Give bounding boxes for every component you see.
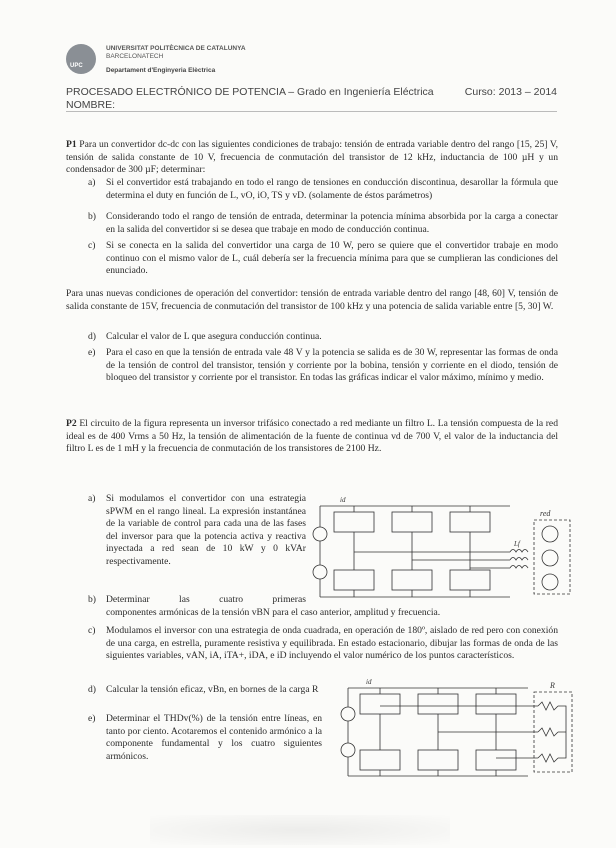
p1-item-b bbox=[88, 211, 558, 236]
switch2-tb-minus bbox=[418, 750, 458, 770]
dc-current-label-2: id bbox=[366, 678, 372, 686]
p2-number: P2 bbox=[66, 418, 77, 429]
switch2-ta-minus bbox=[360, 750, 400, 770]
dc-current-label: id bbox=[340, 496, 346, 504]
name-label: NOMBRE: bbox=[66, 99, 116, 111]
grid-label: red bbox=[540, 509, 551, 518]
dc-bus-lines bbox=[320, 506, 510, 597]
p1-a-text: Si el convertidor está trabajando en todo el rango de tensiones en conducción discontinua, desarollar la fórmula que determina el duty en función de L, vO, iO, TS y vD. (solamente de éstos parámetros) bbox=[106, 177, 558, 201]
p2-item-b bbox=[88, 594, 306, 607]
inverter-grid-circuit bbox=[310, 492, 580, 607]
p2-b-text1: Determinar las cuatro primeras bbox=[106, 594, 306, 605]
load-label: R bbox=[550, 681, 555, 690]
grid-box bbox=[534, 520, 570, 594]
p2-item-a bbox=[88, 493, 306, 569]
p1-d-text: Calcular el valor de L que asegura conducción continua. bbox=[106, 331, 322, 342]
p1-b-text: Considerando todo el rango de tensión de entrada, determinar la potencia mínima absorbida por la carga a conectar en la salida del convertidor si se desea que trabaje en modo de conducción continua. bbox=[106, 211, 558, 235]
p1-item-a bbox=[88, 177, 558, 202]
switch2-ta-plus bbox=[360, 694, 400, 714]
upc-logo bbox=[66, 44, 96, 74]
p1-c-label: c) bbox=[88, 240, 96, 251]
p2-c-text: Modulamos el inversor con una estrategia de onda cuadrada, en operación de 180º, aislado de red pero con conexión de una carga, en estrella, puramente resistiva y equilibrada. En estado estacionario, dibujar las formas de onda de las siguientes variables, vAN, iA, iTA+, iDA, e iD incluyendo el valor numérico de los puntos característicos. bbox=[106, 625, 558, 662]
p2-c-label: c) bbox=[88, 625, 96, 636]
course-header bbox=[66, 86, 557, 112]
p2-intro bbox=[66, 418, 558, 456]
p1-d-label: d) bbox=[88, 331, 96, 342]
switch-ta-minus bbox=[334, 570, 374, 590]
inverter-resistive-circuit bbox=[338, 676, 578, 786]
header-divider bbox=[66, 111, 557, 112]
upc-logo-text: UPC bbox=[70, 63, 83, 69]
course-title: PROCESADO ELECTRÓNICO DE POTENCIA – Grado en Ingeniería Eléctrica bbox=[66, 86, 434, 98]
p1-intro bbox=[66, 139, 558, 177]
p2-e-text: Determinar el THDv(%) de la tensión entre líneas, en tanto por ciento. Acotaremos el contenido armónico a la componente fundamental y los cuatro siguientes armónicos. bbox=[106, 713, 322, 762]
p2-item-c bbox=[88, 625, 558, 663]
p2-e-label: e) bbox=[88, 713, 96, 724]
grid-source-c bbox=[542, 574, 558, 590]
dc-source-upper-2 bbox=[341, 707, 355, 721]
p2-a-text: Si modulamos el convertidor con una estrategia sPWM en el rango lineal. La expresión instantánea de la variable de control para cada una de las fases del inversor para que la potencia activa y reactiva inyectada a red sean de 10 kW y 0 kVAr respectivamente. bbox=[106, 493, 306, 567]
p2-item-e bbox=[88, 713, 322, 763]
p1-b-label: b) bbox=[88, 211, 96, 222]
p1-item-d bbox=[88, 331, 558, 344]
p1-intro-text: Para un convertidor dc-dc con las siguientes condiciones de trabajo: tensión de entrada variable dentro del rango [15, 25] V, tensión de salida constante de 10 V, frecuencia de conmutación del transistor de 12 kHz, inductancia de 100 µH y un condensador de 300 µF; determinar: bbox=[66, 139, 559, 176]
p1-a-label: a) bbox=[88, 177, 96, 188]
dc-source-lower-2 bbox=[341, 743, 355, 757]
switch-tc-plus bbox=[450, 512, 490, 532]
filter-label: Lf bbox=[514, 540, 520, 548]
switch-tb-minus bbox=[392, 570, 432, 590]
grid-source-b bbox=[542, 550, 558, 566]
switch-ta-plus bbox=[334, 512, 374, 532]
p2-d-label: d) bbox=[88, 684, 96, 695]
scan-smudge bbox=[150, 815, 450, 845]
switch2-tc-plus bbox=[476, 694, 516, 714]
dc-source-upper bbox=[313, 527, 327, 541]
p2-b-cont: componentes armónicas de la tensión vBN para el caso anterior, amplitud y frecuencia. bbox=[106, 607, 441, 618]
dc-source-lower bbox=[313, 565, 327, 579]
p1-number: P1 bbox=[66, 139, 77, 150]
p1-c-text: Si se conecta en la salida del convertidor una carga de 10 W, pero se quiere que el convertidor trabaje en modo continuo con el mismo valor de L, cuál debería ser la frecuencia mínima para que se cumplieran las condiciones del enunciado. bbox=[106, 240, 558, 277]
grid-source-a bbox=[542, 526, 558, 542]
phase-lines bbox=[354, 552, 510, 568]
p1-intro2: Para unas nuevas condiciones de operación del convertidor: tensión de entrada variable dentro del rango [48, 60] V, tensión de salida constante de 15V, frecuencia de conmutación del transistor de 100 kHz y una potencia de salida variable entre [5, 30] W. bbox=[66, 288, 558, 312]
p1-e-text: Para el caso en que la tensión de entrada vale 48 V y la potencia se salida es de 30 W, representar las formas de onda de la tensión de control del transistor, tensión y corriente por la bobina, tensión y corriente en el diodo, tensión de bloqueo del transistor y corriente por el transistor. En todas las gráficas indicar el valor máximo, mínimo y medio. bbox=[106, 347, 558, 384]
p1-item-c bbox=[88, 240, 558, 278]
university-line1: UNIVERSITAT POLITÈCNICA DE CATALUNYA bbox=[106, 45, 246, 52]
course-year: Curso: 2013 – 2014 bbox=[464, 86, 557, 98]
load-resistors bbox=[538, 702, 558, 762]
p1-item-e bbox=[88, 347, 558, 385]
p2-b-label: b) bbox=[88, 594, 96, 605]
university-name bbox=[106, 45, 246, 61]
p1-e-label: e) bbox=[88, 347, 96, 358]
switch2-tb-plus bbox=[418, 694, 458, 714]
university-line2: BARCELONATECH bbox=[106, 53, 164, 60]
p2-item-d bbox=[88, 684, 322, 697]
switch-tc-minus bbox=[450, 570, 490, 590]
p2-intro-text: El circuito de la figura representa un inversor trifásico conectado a red mediante un filtro L. La tensión compuesta de la red ideal es de 400 Vrms a 50 Hz, la tensión de alimentación de la fuente de continua vd de 700 V, el valor de la inductancia del filtro L es de 1 mH y la frecuencia de conmutación de los transistores de 2100 Hz. bbox=[66, 418, 558, 455]
switch2-tc-minus bbox=[476, 750, 516, 770]
switch-tb-plus bbox=[392, 512, 432, 532]
department-name: Departament d'Enginyeria Elèctrica bbox=[106, 67, 216, 74]
filter-inductors bbox=[510, 550, 528, 569]
p2-a-label: a) bbox=[88, 493, 96, 504]
p2-d-text: Calcular la tensión eficaz, vBn, en bornes de la carga R bbox=[106, 684, 319, 695]
